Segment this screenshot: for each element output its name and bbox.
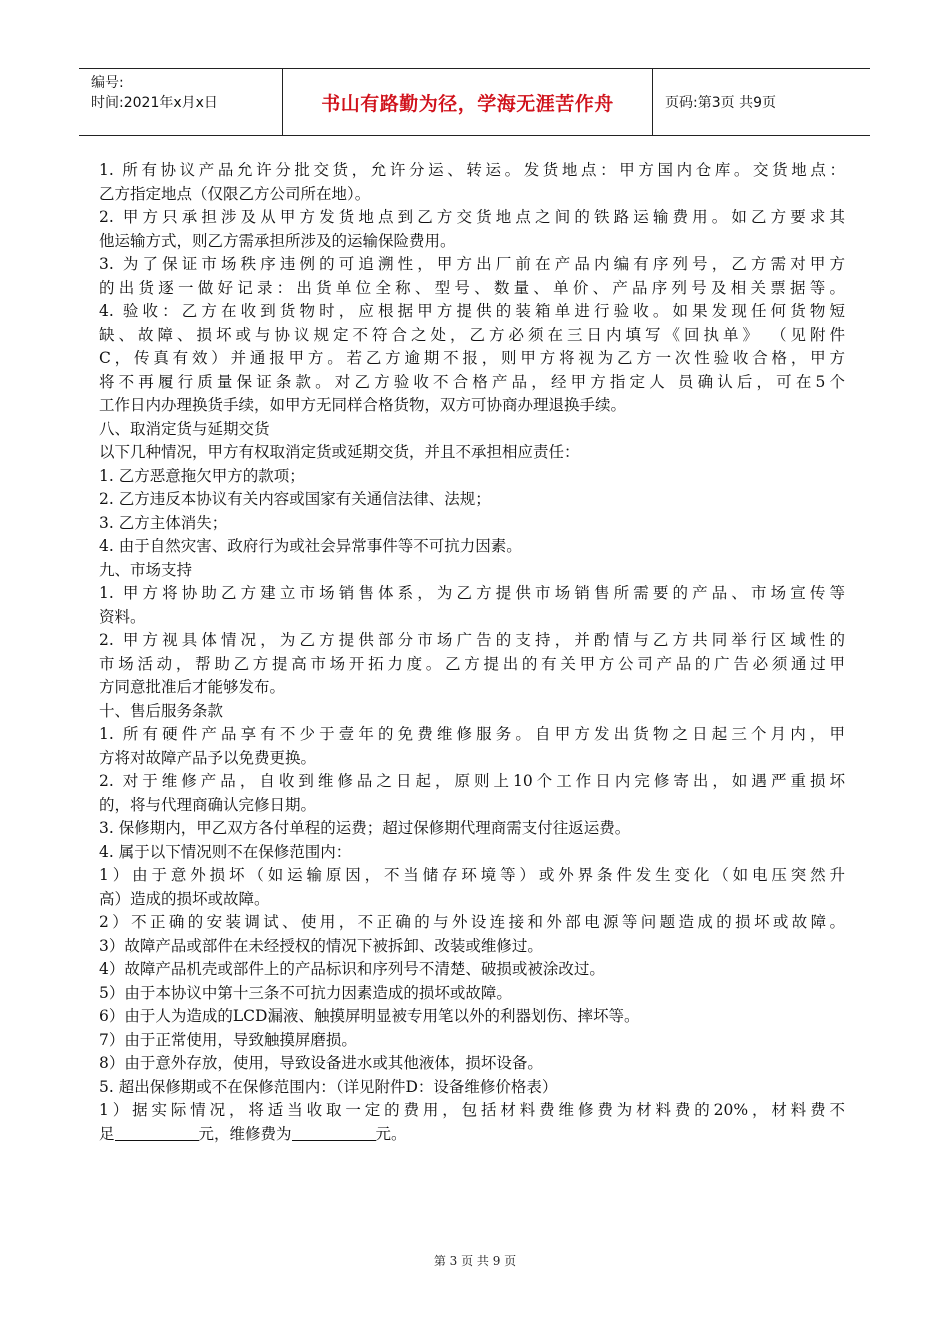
text-line: 2. 对于维修产品，自收到维修品之日起，原则上10个工作日内完修寄出，如遇严重损坏	[99, 772, 845, 790]
text-line: 将不再履行质量保证条款。对乙方验收不合格产品，经甲方指定人 员确认后，可在5个	[99, 372, 845, 391]
fee-text-3: 元。	[375, 1124, 407, 1143]
text-line: 8）由于意外存放，使用，导致设备进水或其他液体，损坏设备。	[99, 1054, 543, 1072]
text-line: 1. 所有硬件产品享有不少于壹年的免费维修服务。自甲方发出货物之日起三个月内，甲	[99, 725, 845, 743]
text-line: 3. 为了保证市场秩序违例的可追溯性，甲方出厂前在产品内编有序列号，乙方需对甲方	[99, 255, 845, 273]
text-line: 4. 验收：乙方在收到货物时，应根据甲方提供的装箱单进行验收。如果发现任何货物短	[99, 302, 845, 320]
text-line: 7）由于正常使用，导致触摸屏磨损。	[99, 1030, 357, 1049]
text-line: 6）由于人为造成的LCD漏液、触摸屏明显被专用笔以外的利器划伤、摔坏等。	[99, 1007, 640, 1025]
text-line: 5）由于本协议中第十三条不可抗力因素造成的损坏或故障。	[99, 983, 512, 1002]
text-line: 1）据实际情况，将适当收取一定的费用，包括材料费维修费为材料费的20%，材料费不	[99, 1101, 845, 1119]
text-line: 以下几种情况，甲方有权取消定货或延期交货，并且不承担相应责任：	[99, 443, 580, 461]
text-line: 4）故障产品机壳或部件上的产品标识和序列号不清楚、破损或被涂改过。	[99, 960, 605, 978]
text-line: 3. 保修期内，甲乙双方各付单程的运费；超过保修期代理商需支付往返运费。	[99, 819, 631, 837]
section-heading: 九、市场支持	[99, 560, 193, 579]
header-motto: 书山有路勤为径，学海无涯苦作舟	[321, 92, 614, 115]
text-line: 缺、故障、损坏或与协议规定不符合之处，乙方必须在三日内填写《回执单》 （见附件	[99, 325, 845, 344]
material-fee-blank[interactable]	[115, 1124, 199, 1141]
text-line: 2. 乙方违反本协议有关内容或国家有关通信法律、法规；	[99, 490, 491, 508]
header-page-info: 页码:第3页 共9页	[665, 95, 776, 111]
header-meta	[79, 69, 283, 135]
text-line: 市场活动，帮助乙方提高市场开拓力度。乙方提出的有关甲方公司产品的广告必须通过甲	[99, 654, 845, 673]
text-line: 4. 属于以下情况则不在保修范围内：	[99, 842, 352, 861]
text-line: 2. 甲方只承担涉及从甲方发货地点到乙方交货地点之间的铁路运输费用。如乙方要求其	[99, 208, 845, 226]
text-line: 1. 所有协议产品允许分批交货，允许分运、转运。发货地点：甲方国内仓库。交货地点：	[99, 161, 845, 179]
text-line: 乙方指定地点（仅限乙方公司所在地）。	[99, 184, 371, 203]
header-motto-cell	[283, 69, 653, 135]
document-body	[99, 159, 845, 1146]
page-header	[79, 68, 870, 136]
text-line: 2）不正确的安装调试、使用，不正确的与外设连接和外部电源等问题造成的损坏或故障。	[99, 913, 845, 931]
text-line-with-blanks	[99, 1123, 845, 1147]
text-line: 的出货逐一做好记录：出货单位全称、型号、数量、单价、产品序列号及相关票据等。	[99, 278, 845, 297]
section-heading: 八、取消定货与延期交货	[99, 419, 270, 438]
text-line: 他运输方式，则乙方需承担所涉及的运输保险费用。	[99, 231, 456, 250]
text-line: 的，将与代理商确认完修日期。	[99, 795, 317, 814]
text-line: 高）造成的损坏或故障。	[99, 889, 270, 908]
section-heading: 十、售后服务条款	[99, 701, 224, 720]
text-line: C，传真有效）并通报甲方。若乙方逾期不报，则甲方将视为乙方一次性验收合格，甲方	[99, 349, 845, 367]
text-line: 1）由于意外损坏（如运输原因，不当储存环境等）或外界条件发生变化（如电压突然升	[99, 866, 845, 884]
repair-fee-blank[interactable]	[292, 1124, 376, 1141]
fee-text-1: 足	[99, 1124, 115, 1143]
text-line: 方同意批准后才能够发布。	[99, 678, 286, 696]
text-line: 2. 甲方视具体情况，为乙方提供部分市场广告的支持，并酌情与乙方共同举行区域性的	[99, 631, 845, 649]
text-line: 工作日内办理换货手续，如甲方无同样合格货物，双方可协商办理退换手续。	[99, 396, 627, 414]
text-line: 资料。	[99, 607, 146, 626]
fee-text-2: 元，维修费为	[198, 1124, 292, 1143]
text-line: 3. 乙方主体消失；	[99, 513, 228, 532]
text-line: 1. 乙方恶意拖欠甲方的款项；	[99, 466, 305, 485]
text-line: 方将对故障产品予以免费更换。	[99, 748, 317, 767]
text-line: 3）故障产品或部件在未经授权的情况下被拆卸、改装或维修过。	[99, 936, 543, 955]
text-line: 5. 超出保修期或不在保修范围内：（详见附件D：设备维修价格表）	[99, 1077, 558, 1096]
code-label: 编号:	[91, 75, 124, 91]
text-line: 1. 甲方将协助乙方建立市场销售体系，为乙方提供市场销售所需要的产品、市场宣传等	[99, 584, 845, 602]
page-footer: 第 3 页 共 9 页	[433, 1254, 517, 1268]
time-label: 时间:2021年x月x日	[91, 95, 218, 111]
text-line: 4. 由于自然灾害、政府行为或社会异常事件等不可抗力因素。	[99, 537, 522, 555]
